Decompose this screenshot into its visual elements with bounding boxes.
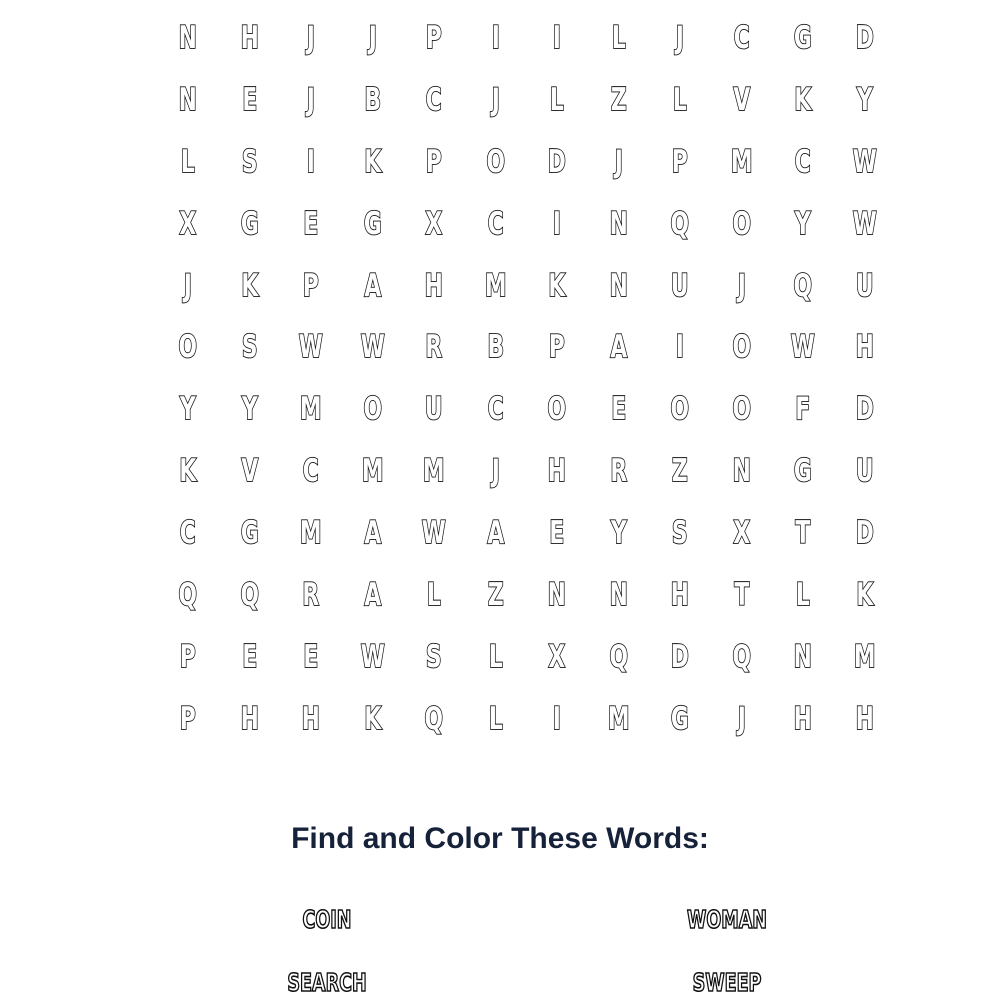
grid-letter[interactable]: K (179, 453, 197, 490)
grid-letter[interactable]: X (548, 638, 566, 675)
grid-letter[interactable]: P (671, 143, 688, 180)
grid-letter[interactable]: G (240, 205, 259, 242)
grid-letter[interactable]: H (670, 576, 689, 613)
grid-letter[interactable]: S (241, 143, 258, 180)
grid-letter[interactable]: U (855, 267, 874, 304)
grid-letter[interactable]: H (240, 19, 259, 56)
grid-letter[interactable]: C (425, 81, 442, 118)
grid-letter[interactable]: C (794, 143, 811, 180)
grid-letter[interactable]: M (299, 391, 322, 428)
word-item: WOMAN (687, 905, 767, 934)
grid-letter[interactable]: J (491, 81, 500, 118)
grid-letter[interactable]: N (609, 267, 628, 304)
grid-letter[interactable]: X (732, 515, 750, 552)
grid-letter[interactable]: H (855, 700, 874, 737)
grid-letter[interactable]: U (670, 267, 689, 304)
grid-letter[interactable]: I (552, 205, 561, 242)
grid-letter[interactable]: Y (179, 391, 196, 428)
grid-letter[interactable]: O (362, 391, 382, 428)
grid-letter[interactable]: L (549, 81, 564, 118)
grid-letter[interactable]: K (794, 81, 812, 118)
letter-grid (157, 7, 895, 750)
grid-letter[interactable]: W (360, 329, 385, 366)
grid-letter[interactable]: L (672, 81, 687, 118)
grid-letter[interactable]: S (425, 638, 442, 675)
grid-letter[interactable]: E (241, 81, 257, 118)
grid-letter[interactable]: L (795, 576, 810, 613)
grid-letter[interactable]: K (363, 700, 381, 737)
grid-letter[interactable]: C (733, 19, 750, 56)
grid-letter[interactable]: Y (610, 515, 627, 552)
word-item: SWEEP (692, 968, 762, 997)
grid-letter[interactable]: O (731, 391, 751, 428)
grid-letter[interactable]: W (360, 638, 385, 675)
grid-letter[interactable]: J (737, 700, 746, 737)
word-list (0, 895, 1000, 1000)
grid-letter[interactable]: X (425, 205, 443, 242)
grid-letter[interactable]: L (180, 143, 195, 180)
grid-letter[interactable]: M (730, 143, 753, 180)
grid-letter[interactable]: O (731, 329, 751, 366)
grid-letter[interactable]: Q (239, 576, 259, 613)
grid-letter[interactable]: C (179, 515, 196, 552)
grid-letter[interactable]: T (795, 515, 811, 552)
grid-letter[interactable]: I (552, 19, 561, 56)
grid-letter[interactable]: D (855, 391, 874, 428)
grid-letter[interactable]: O (547, 391, 567, 428)
grid-letter[interactable]: E (610, 391, 626, 428)
grid-letter[interactable]: B (486, 329, 504, 366)
grid-letter[interactable]: N (547, 576, 566, 613)
grid-letter[interactable]: G (793, 453, 812, 490)
grid-letter[interactable]: I (675, 329, 684, 366)
grid-letter[interactable]: T (733, 576, 749, 613)
grid-letter[interactable]: Q (731, 638, 751, 675)
grid-letter[interactable]: O (670, 391, 690, 428)
grid-letter[interactable]: K (363, 143, 381, 180)
grid-letter[interactable]: K (855, 576, 873, 613)
grid-letter[interactable]: K (548, 267, 566, 304)
grid-letter[interactable]: P (179, 638, 196, 675)
grid-letter[interactable]: L (488, 700, 503, 737)
grid-letter[interactable]: P (425, 19, 442, 56)
grid-letter[interactable]: R (302, 576, 320, 613)
grid-letter[interactable]: Q (424, 700, 444, 737)
grid-letter[interactable]: F (795, 391, 811, 428)
grid-letter[interactable]: R (425, 329, 443, 366)
grid-letter[interactable]: J (614, 143, 623, 180)
grid-letter[interactable]: P (425, 143, 442, 180)
word-list-heading: Find and Color These Words: (291, 822, 709, 855)
grid-letter[interactable]: Q (178, 576, 198, 613)
grid-letter[interactable]: I (491, 19, 500, 56)
grid-letter[interactable]: G (363, 205, 382, 242)
grid-letter[interactable]: C (302, 453, 319, 490)
grid-letter[interactable]: Y (856, 81, 873, 118)
word-item: COIN (302, 905, 352, 934)
grid-letter[interactable]: Y (794, 205, 811, 242)
grid-letter[interactable]: L (611, 19, 626, 56)
grid-letter[interactable]: N (178, 81, 197, 118)
grid-letter[interactable]: V (240, 453, 258, 490)
word-item: SEARCH (287, 968, 367, 997)
grid-letter[interactable]: D (855, 515, 874, 552)
grid-letter[interactable]: N (609, 205, 628, 242)
grid-letter[interactable]: M (607, 700, 630, 737)
grid-letter[interactable]: W (852, 205, 877, 242)
grid-letter[interactable]: C (487, 391, 504, 428)
grid-letter[interactable]: Z (487, 576, 504, 613)
grid-letter[interactable]: M (361, 453, 384, 490)
grid-letter[interactable]: G (670, 700, 689, 737)
grid-letter[interactable]: E (303, 638, 319, 675)
grid-letter[interactable]: M (484, 267, 507, 304)
grid-letter[interactable]: A (363, 576, 381, 613)
grid-letter[interactable]: N (793, 638, 812, 675)
grid-letter[interactable]: M (422, 453, 445, 490)
grid-letter[interactable]: N (178, 19, 197, 56)
grid-letter[interactable]: Q (670, 205, 690, 242)
grid-letter[interactable]: C (487, 205, 504, 242)
grid-letter[interactable]: M (299, 515, 322, 552)
grid-letter[interactable]: L (426, 576, 441, 613)
grid-letter[interactable]: S (241, 329, 258, 366)
grid-letter[interactable]: Q (608, 638, 628, 675)
grid-letter[interactable]: A (486, 515, 504, 552)
grid-letter[interactable]: M (853, 638, 876, 675)
grid-letter[interactable]: P (548, 329, 565, 366)
grid-letter[interactable]: W (852, 143, 877, 180)
grid-letter[interactable]: J (368, 19, 377, 56)
grid-letter[interactable]: J (675, 19, 684, 56)
grid-letter[interactable]: U (424, 391, 443, 428)
grid-letter[interactable]: X (179, 205, 197, 242)
grid-letter[interactable]: G (240, 515, 259, 552)
grid-letter[interactable]: I (552, 700, 561, 737)
grid-letter[interactable]: H (301, 700, 320, 737)
grid-letter[interactable]: N (732, 453, 751, 490)
grid-letter[interactable]: B (363, 81, 381, 118)
grid-letter[interactable]: H (547, 453, 566, 490)
grid-letter[interactable]: N (609, 576, 628, 613)
grid-letter[interactable]: A (609, 329, 627, 366)
grid-letter[interactable]: H (855, 329, 874, 366)
grid-letter[interactable]: Z (671, 453, 688, 490)
grid-letter[interactable]: Q (793, 267, 813, 304)
grid-letter[interactable]: R (609, 453, 627, 490)
grid-letter[interactable]: I (306, 143, 315, 180)
grid-letter[interactable]: U (855, 453, 874, 490)
grid-letter[interactable]: D (855, 19, 874, 56)
grid-letter[interactable]: D (670, 638, 689, 675)
grid-letter[interactable]: W (790, 329, 815, 366)
grid-letter[interactable]: V (732, 81, 750, 118)
grid-letter[interactable]: H (793, 700, 812, 737)
grid-letter[interactable]: Y (241, 391, 258, 428)
grid-letter[interactable]: J (491, 453, 500, 490)
grid-letter[interactable]: P (179, 700, 196, 737)
grid-letter[interactable]: L (488, 638, 503, 675)
grid-letter[interactable]: O (731, 205, 751, 242)
grid-letter[interactable]: D (547, 143, 566, 180)
grid-letter[interactable]: E (241, 638, 257, 675)
grid-letter[interactable]: J (183, 267, 192, 304)
grid-letter[interactable]: H (240, 700, 259, 737)
grid-letter[interactable]: J (306, 81, 315, 118)
grid-letter[interactable]: J (306, 19, 315, 56)
grid-letter[interactable]: O (178, 329, 198, 366)
grid-letter[interactable]: E (549, 515, 565, 552)
grid-letter[interactable]: W (421, 515, 446, 552)
grid-letter[interactable]: G (793, 19, 812, 56)
grid-letter[interactable]: W (298, 329, 323, 366)
grid-letter[interactable]: K (240, 267, 258, 304)
grid-letter[interactable]: Z (610, 81, 627, 118)
grid-letter[interactable]: O (485, 143, 505, 180)
grid-letter[interactable]: E (303, 205, 319, 242)
grid-letter[interactable]: S (671, 515, 688, 552)
grid-letter[interactable]: J (737, 267, 746, 304)
grid-letter[interactable]: A (363, 267, 381, 304)
grid-letter[interactable]: H (424, 267, 443, 304)
grid-letter[interactable]: P (302, 267, 319, 304)
grid-letter[interactable]: A (363, 515, 381, 552)
